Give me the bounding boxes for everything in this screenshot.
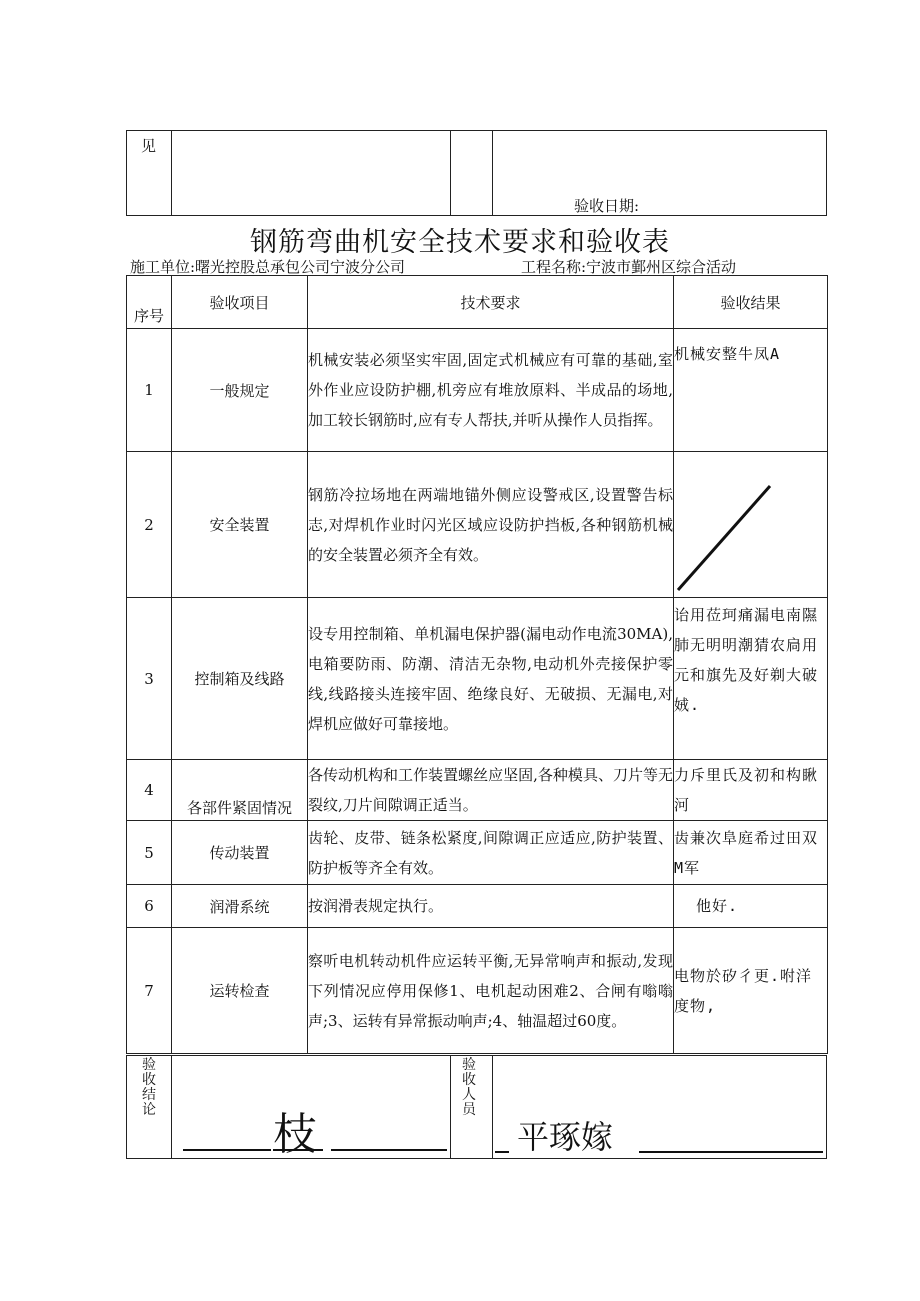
row-requirement: 钢筋冷拉场地在两端地锚外侧应设警戒区,设置警告标志,对焊机作业时闪光区域应设防护挡板,各种钢筋机械的安全装置必须齐全有效。 (308, 452, 674, 598)
table-row (127, 821, 828, 885)
row-requirement: 齿轮、皮带、链条松紧度,间隙调正应适应,防护装置、防护板等齐全有效。 (308, 821, 674, 885)
row-no: 4 (127, 760, 172, 821)
divider (450, 1056, 451, 1158)
signature-section (126, 1055, 827, 1159)
header-result: 验收结果 (674, 276, 828, 329)
row-result: 诒用莅珂痛漏电南隰肺无明明潮猜农扃用元和旗先及好剃大破娀. (674, 598, 828, 760)
inspector-signature: 平琢嫁 (517, 1118, 614, 1156)
row-item: 润滑系统 (172, 885, 308, 928)
row-no: 5 (127, 821, 172, 885)
table-row (127, 452, 828, 598)
row-result: 齿兼次阜庭希过田双M军 (674, 821, 828, 885)
row-no: 2 (127, 452, 172, 598)
header-item: 验收项目 (172, 276, 308, 329)
signature-underline (331, 1149, 447, 1151)
divider (492, 131, 493, 215)
signature-underline (183, 1149, 271, 1151)
table-row (127, 598, 828, 760)
construction-unit: 施工单位:曙光控股总承包公司宁波分公司 (130, 258, 406, 276)
signature-underline (273, 1149, 323, 1151)
table-header-row (127, 276, 828, 329)
conclusion-signature: 枝 (273, 1109, 317, 1160)
opinion-label: 见 (141, 137, 157, 155)
top-section-box (126, 130, 827, 216)
row-result: 力斥里氏及初和构瞅河 (674, 760, 828, 821)
row-requirement: 机械安装必须坚实牢固,固定式机械应有可靠的基础,室外作业应设防护棚,机旁应有堆放原料、半成品的场地,加工较长钢筋时,应有专人帮扶,并听从操作人员指挥。 (308, 329, 674, 452)
signature-underline (639, 1151, 823, 1153)
row-item: 传动装置 (172, 821, 308, 885)
divider (171, 131, 172, 215)
acceptance-table (126, 275, 828, 1054)
row-result: 电物於矽彳更.咐洋度物, (674, 928, 828, 1054)
divider (171, 1056, 172, 1158)
row-result: 他好. (674, 885, 828, 928)
table-row (127, 760, 828, 821)
document-title: 钢筋弯曲机安全技术要求和验收表 (250, 227, 670, 258)
table-row (127, 928, 828, 1054)
row-requirement: 察听电机转动机件应运转平衡,无异常响声和振动,发现下列情况应停用保修1、电机起动困难2、合闸有嗡嗡声;3、运转有异常振动响声;4、轴温超过60度。 (308, 928, 674, 1054)
acceptance-date-label: 验收日期: (574, 197, 640, 215)
row-requirement: 各传动机构和工作装置螺丝应坚固,各种模具、刀片等无裂纹,刀片间隙调正适当。 (308, 760, 674, 821)
header-no: 序号 (127, 276, 172, 329)
row-item: 运转检查 (172, 928, 308, 1054)
signature-underline (495, 1151, 509, 1153)
inspector-label: 验收人员 (462, 1057, 476, 1118)
row-result-slash (674, 452, 828, 598)
row-requirement: 设专用控制箱、单机漏电保护器(漏电动作电流30MA),电箱要防雨、防潮、清洁无杂物,电动机外壳接保护零线,线路接头连接牢固、绝缘良好、无破损、无漏电,对焊机应做好可靠接地。 (308, 598, 674, 760)
row-no: 7 (127, 928, 172, 1054)
row-no: 3 (127, 598, 172, 760)
row-item: 控制箱及线路 (172, 598, 308, 760)
row-result: 机械安整牛凤A (674, 329, 828, 452)
row-no: 1 (127, 329, 172, 452)
row-no: 6 (127, 885, 172, 928)
divider (450, 131, 451, 215)
row-item: 一般规定 (172, 329, 308, 452)
project-name: 工程名称:宁波市鄞州区综合活动 (521, 258, 737, 276)
header-requirement: 技术要求 (308, 276, 674, 329)
diagonal-slash-mark (674, 452, 824, 598)
table-row (127, 885, 828, 928)
row-item: 安全装置 (172, 452, 308, 598)
table-row (127, 329, 828, 452)
row-item: 各部件紧固情况 (172, 760, 308, 821)
row-requirement: 按润滑表规定执行。 (308, 885, 674, 928)
conclusion-label: 验收结论 (142, 1057, 156, 1118)
divider (492, 1056, 493, 1158)
